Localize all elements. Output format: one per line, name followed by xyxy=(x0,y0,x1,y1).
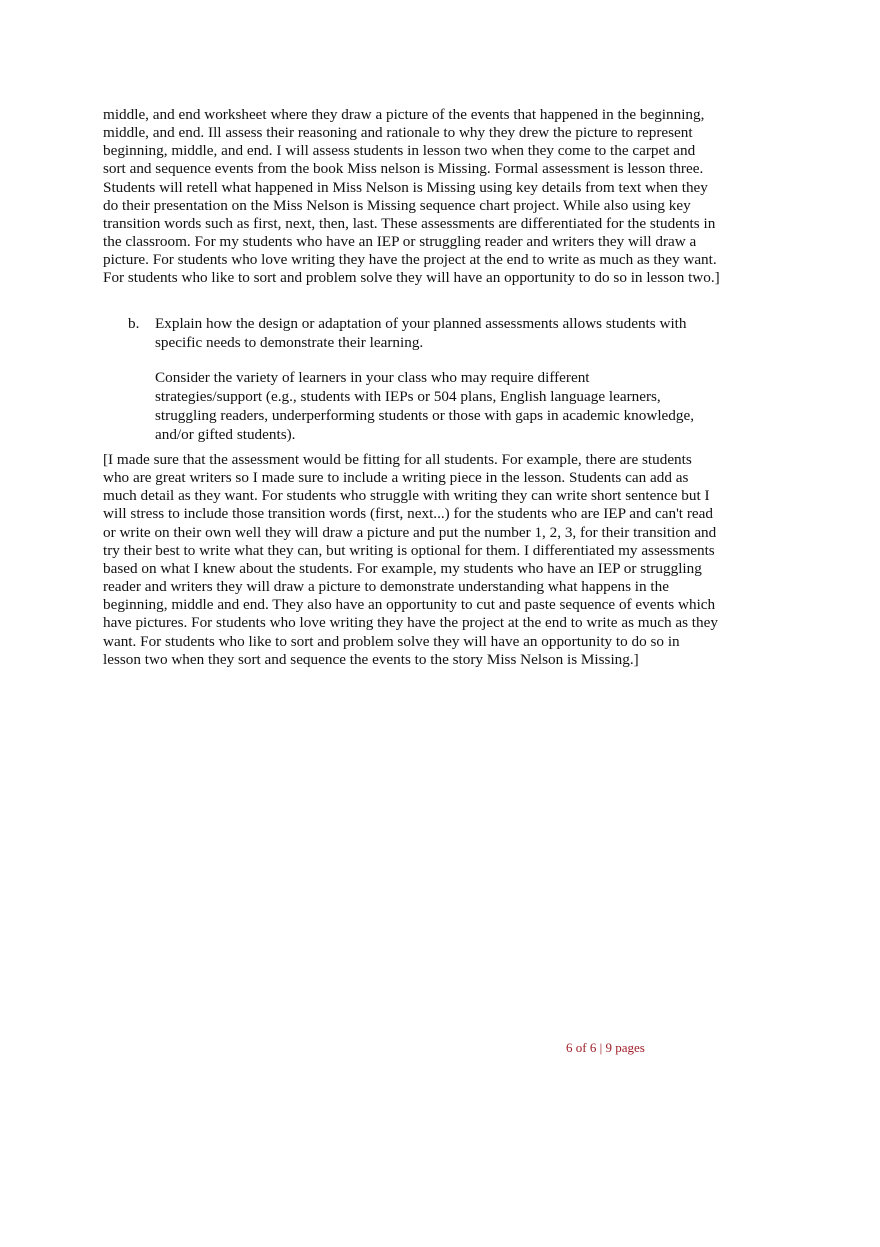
page-footer xyxy=(566,1040,645,1056)
page-of-label: 6 of 6 xyxy=(566,1040,597,1055)
prompt-text: Explain how the design or adaptation of your planned assessments allows students with specific needs to demonstrate their learning. xyxy=(155,315,687,351)
response-paragraph: [I made sure that the assessment would be fitting for all students. For example, there are students who are great writers so I made sure to include a writing piece in the lesson. Students can add as much detail as they want. For students who struggle with writing they can write short sentence but I will stress to include those transition words (first, next...) for the students who are IEP and can't read or write on their own well they will draw a picture and put the number 1, 2, 3, for their transition and try their best to write what they can, but writing is optional for them. I differentiated my assessments based on what I knew about the students. For example, my students who have an IEP or struggling reader and writers they will draw a picture to demonstrate understanding what happens in the beginning, middle and end. They also have an opportunity to cut and paste sequence of events which have pictures. For students who love writing they have the project at the end to write as much as they want. For students who like to sort and problem solve they will have an opportunity to do so in lesson two when they sort and sequence the events to the story Miss Nelson is Missing.] xyxy=(103,451,718,668)
footer-separator: | xyxy=(599,1040,603,1055)
total-pages-label: 9 pages xyxy=(605,1040,645,1055)
prompt-note: Consider the variety of learners in your class who may require different strategies/support (e.g., students with IEPs or 504 plans, English language learners, struggling readers, underperforming students or those with gaps in academic knowledge, and/or gifted students). xyxy=(155,369,695,443)
list-marker: b. xyxy=(128,315,140,332)
prompt-item-b xyxy=(128,314,728,444)
assessment-paragraph: middle, and end worksheet where they draw a picture of the events that happened in the beginning, middle, and end. Ill assess their reasoning and rationale to why they drew the picture to represent beginning, middle, and end. I will assess students in lesson two when they come to the carpet and sort and sequence events from the book Miss nelson is Missing. Formal assessment is lesson three. Students will retell what happened in Miss Nelson is Missing using key details from text when they do their presentation on the Miss Nelson is Missing sequence chart project. While also using key transition words such as first, next, then, last. These assessments are differentiated for the students in the classroom. For my students who have an IEP or struggling reader and writers they will draw a picture. For students who love writing they have the project at the end to write as much as they want. For students who like to sort and problem solve they will have an opportunity to do so in lesson two.] xyxy=(103,106,720,287)
